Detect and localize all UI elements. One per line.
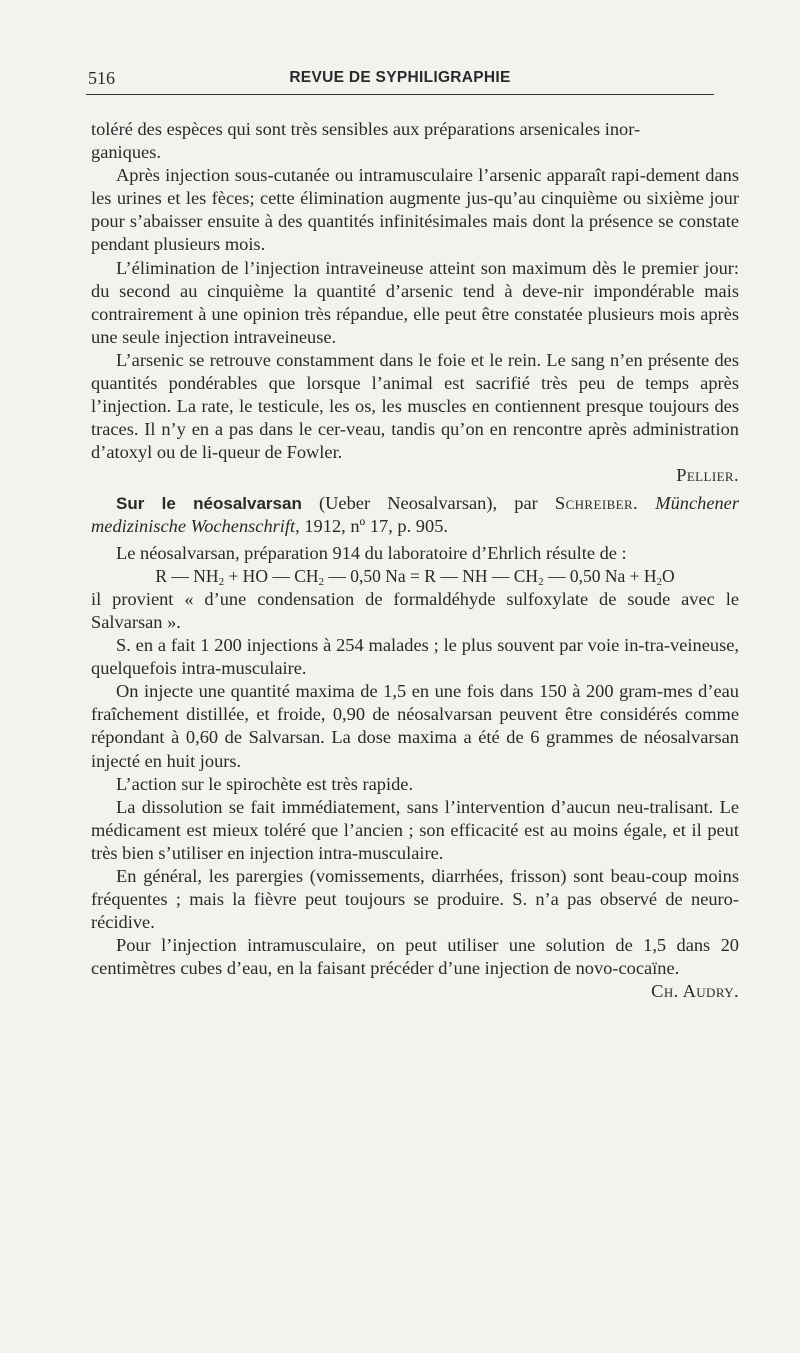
paragraph-spirochete: L’action sur le spirochète est très rapide. bbox=[116, 773, 414, 794]
paragraph-intramuscular bbox=[91, 934, 739, 1003]
article-body bbox=[91, 118, 739, 1004]
running-header bbox=[86, 64, 714, 95]
paragraph-parergies: En général, les parergies (vomissements, diarrhées, frisson) sont beau-coup moins fréquentes ; mais la fièvre peut toujours se produire. S. n’a pas observé de neuro-récidive. bbox=[91, 866, 739, 933]
signature-pellier: Pellier. bbox=[676, 465, 739, 486]
review-journal: Münchener medizinische Wochenschrift, bbox=[91, 492, 739, 536]
continuation-line-1: toléré des espèces qui sont très sensibles aux préparations arsenicales inor- bbox=[91, 119, 641, 139]
paragraph-dissolution: La dissolution se fait immédiatement, sans l’intervention d’aucun neu-tralisant. Le médicament est mieux toléré que l’ancien ; son efficacité est au moins égale, et il peut très bien s’utiliser en injection intra-musculaire. bbox=[91, 796, 739, 863]
paragraph-excretion: Après injection sous-cutanée ou intramusculaire l’arsenic apparaît rapi-dement dans les urines et les fèces; cette élimination augmente jus-qu’au cinquième ou sixième jour pour s’abaisser ensuite à des quantités infinitésimales mais dont la présence se constate pendant plusieurs mois. bbox=[91, 165, 739, 255]
review-title: Sur le néosalvarsan bbox=[116, 493, 302, 513]
paragraph-organs bbox=[91, 349, 739, 488]
running-title: REVUE DE SYPHILIGRAPHIE bbox=[289, 69, 511, 86]
review-heading bbox=[91, 492, 739, 538]
continuation-line-2: ganiques. bbox=[91, 142, 161, 163]
review-citation: 1912, nº 17, p. 905. bbox=[304, 515, 448, 536]
signature-audry: Ch. Audry. bbox=[651, 981, 739, 1002]
paragraph-organs-text: L’arsenic se retrouve constamment dans le foie et le rein. Le sang n’en présente des quantités pondérables que lorsque l’animal est sacrifié très peu de temps après l’injection. La rate, le testicule, les os, les muscles en contiennent presque toujours des traces. Il n’y en a pas dans le cer-veau, tandis qu’on en rencontre après administration d’atoxyl ou de li-queur de Fowler. bbox=[91, 349, 739, 463]
paragraph-injections-count: S. en a fait 1 200 injections à 254 malades ; le plus souvent par voie in-tra-veineuse, quelquefois intra-musculaire. bbox=[91, 635, 739, 679]
paragraph-intravenous: L’élimination de l’injection intraveineuse atteint son maximum dès le premier jour: du second au cinquième la quantité d’arsenic tend à deve-nir impondérable mais contrairement à une opinion très répandue, elle peut être constatée plusieurs mois après une seule injection intraveineuse. bbox=[91, 257, 739, 347]
review-author: Schreiber. bbox=[554, 492, 639, 513]
review-title-original: (Ueber Neosalvarsan), par bbox=[319, 492, 538, 513]
paragraph-formula-intro: Le néosalvarsan, préparation 914 du laboratoire d’Ehrlich résulte de : bbox=[116, 542, 627, 563]
paragraph-condensation: il provient « d’une condensation de formaldéhyde sulfoxylate de soude avec le Salvarsan ». bbox=[91, 588, 739, 632]
paragraph-dosage: On injecte une quantité maxima de 1,5 en une fois dans 150 à 200 gram-mes d’eau fraîchement distillée, et froide, 0,90 de néosalvarsan peuvent être considérés comme répondant à 0,60 de Salvarsan. La dose maxima a été de 6 grammes de néosalvarsan injecté en huit jours. bbox=[91, 681, 739, 771]
paragraph-intramuscular-text: Pour l’injection intramusculaire, on peut utiliser une solution de 1,5 dans 20 centimètres cubes d’eau, en la faisant précéder d’une injection de novo-cocaïne. bbox=[91, 935, 739, 979]
chemical-formula: R — $NH_2$ + HO — $CH_2$ — 0,50 Na = R — NH — $CH_2$ — 0,50 $Na + H_2O$ bbox=[155, 565, 675, 588]
page-number: 516 bbox=[88, 68, 115, 88]
